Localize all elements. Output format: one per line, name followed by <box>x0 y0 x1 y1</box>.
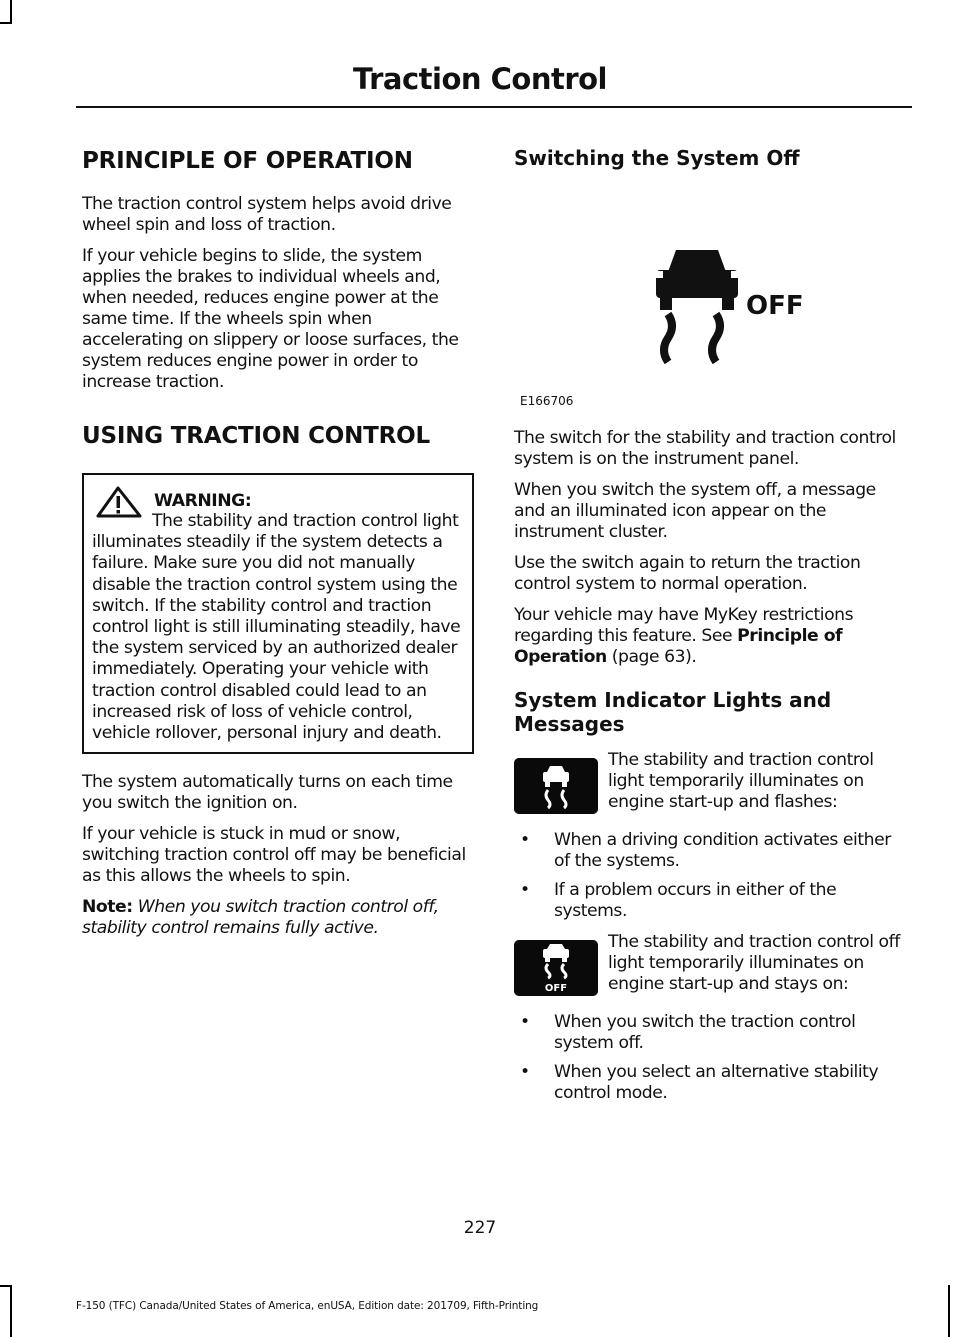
note <box>82 897 474 939</box>
left-column <box>82 140 474 939</box>
paragraph: The switch for the stability and traction control system is on the instrument panel. <box>514 428 896 469</box>
principle-of-operation-link[interactable]: Principle of Operation <box>514 626 843 667</box>
lamp2-description: The stability and traction control off light temporarily illuminates on engine start-up and stays on: <box>608 932 900 994</box>
list-item <box>514 830 908 872</box>
bullet-text: When you switch the traction control system off. <box>554 1012 856 1053</box>
traction-control-lamp-icon <box>514 758 598 814</box>
warning-triangle-icon <box>92 485 148 519</box>
page-reference: (page 63). <box>606 647 697 667</box>
crop-mark <box>10 1285 12 1337</box>
mykey-text: Your vehicle may have MyKey restrictions regarding this feature. See <box>514 605 854 646</box>
crop-mark <box>10 0 12 22</box>
bullet-text: When you select an alternative stability control mode. <box>554 1062 879 1103</box>
bullet-marker: • <box>520 880 530 900</box>
header-divider <box>76 106 912 108</box>
paragraph: If your vehicle is stuck in mud or snow, switching traction control off may be beneficial as this allows the wheels to spin. <box>82 824 466 887</box>
list-item <box>514 1012 908 1054</box>
paragraph: Use the switch again to return the traction control system to normal operation. <box>514 553 861 594</box>
subheading-switching-off: Switching the System Off <box>514 146 800 170</box>
note-label: Note: <box>82 897 133 918</box>
paragraph: When you switch the system off, a message and an illuminated icon appear on the instrument cluster. <box>514 480 876 542</box>
note-text: When you switch traction control off, stability control remains fully active. <box>82 897 439 939</box>
list-item <box>514 880 908 922</box>
paragraph: The system automatically turns on each time you switch the ignition on. <box>82 772 453 814</box>
lamp1-description: The stability and traction control light temporarily illuminates on engine start-up and flashes: <box>608 750 874 812</box>
indicator-row-2 <box>514 932 908 996</box>
crop-mark <box>948 1285 950 1337</box>
bullet-text: If a problem occurs in either of the systems. <box>554 880 837 921</box>
crop-mark <box>0 22 12 24</box>
figure-code: E166706 <box>520 394 574 408</box>
bullet-marker: • <box>520 830 530 850</box>
page-title: Traction Control <box>352 62 607 96</box>
bullet-text: When a driving condition activates either of the systems. <box>554 830 891 871</box>
list-item <box>514 1062 908 1104</box>
indicator-row-1 <box>514 750 908 814</box>
crop-mark <box>0 1285 12 1287</box>
paragraph: If your vehicle begins to slide, the system applies the brakes to individual wheels and, when needed, reduces engine power at the same time. If the wheels spin when accelerating on slippery or loose surfaces, the system reduces engine power in order to increase traction. <box>82 246 459 392</box>
paragraph-mykey <box>514 605 908 668</box>
right-column <box>514 140 908 1104</box>
figure-off-text: OFF <box>746 291 804 321</box>
subheading-indicator-lights: System Indicator Lights and Messages <box>514 688 832 736</box>
bullet-marker: • <box>520 1012 530 1032</box>
section-heading-using: USING TRACTION CONTROL <box>82 423 430 449</box>
warning-box <box>82 473 474 754</box>
edition-footer: F-150 (TFC) Canada/United States of America, enUSA, Edition date: 201709, Fifth-Printing <box>76 1300 539 1312</box>
warning-label: WARNING: <box>154 491 252 512</box>
page-number: 227 <box>463 1218 497 1238</box>
bullet-marker: • <box>520 1062 530 1082</box>
paragraph: The traction control system helps avoid drive wheel spin and loss of traction. <box>82 194 452 235</box>
traction-control-off-lamp-icon <box>514 940 598 996</box>
traction-off-figure <box>514 178 908 408</box>
section-heading-principle: PRINCIPLE OF OPERATION <box>82 148 413 174</box>
traction-control-off-icon <box>646 244 806 364</box>
warning-text: The stability and traction control light illuminates steadily if the system detects a failure. Make sure you did not manually disable the traction control system using the switch. If the stability control and traction control light is still illuminating steadily, have the system serviced by an authorized dealer immediately. Operating your vehicle with traction control disabled could lead to an increased risk of loss of vehicle control, vehicle rollover, personal injury and death. <box>92 511 461 744</box>
lamp2-off-text: OFF <box>544 983 568 994</box>
